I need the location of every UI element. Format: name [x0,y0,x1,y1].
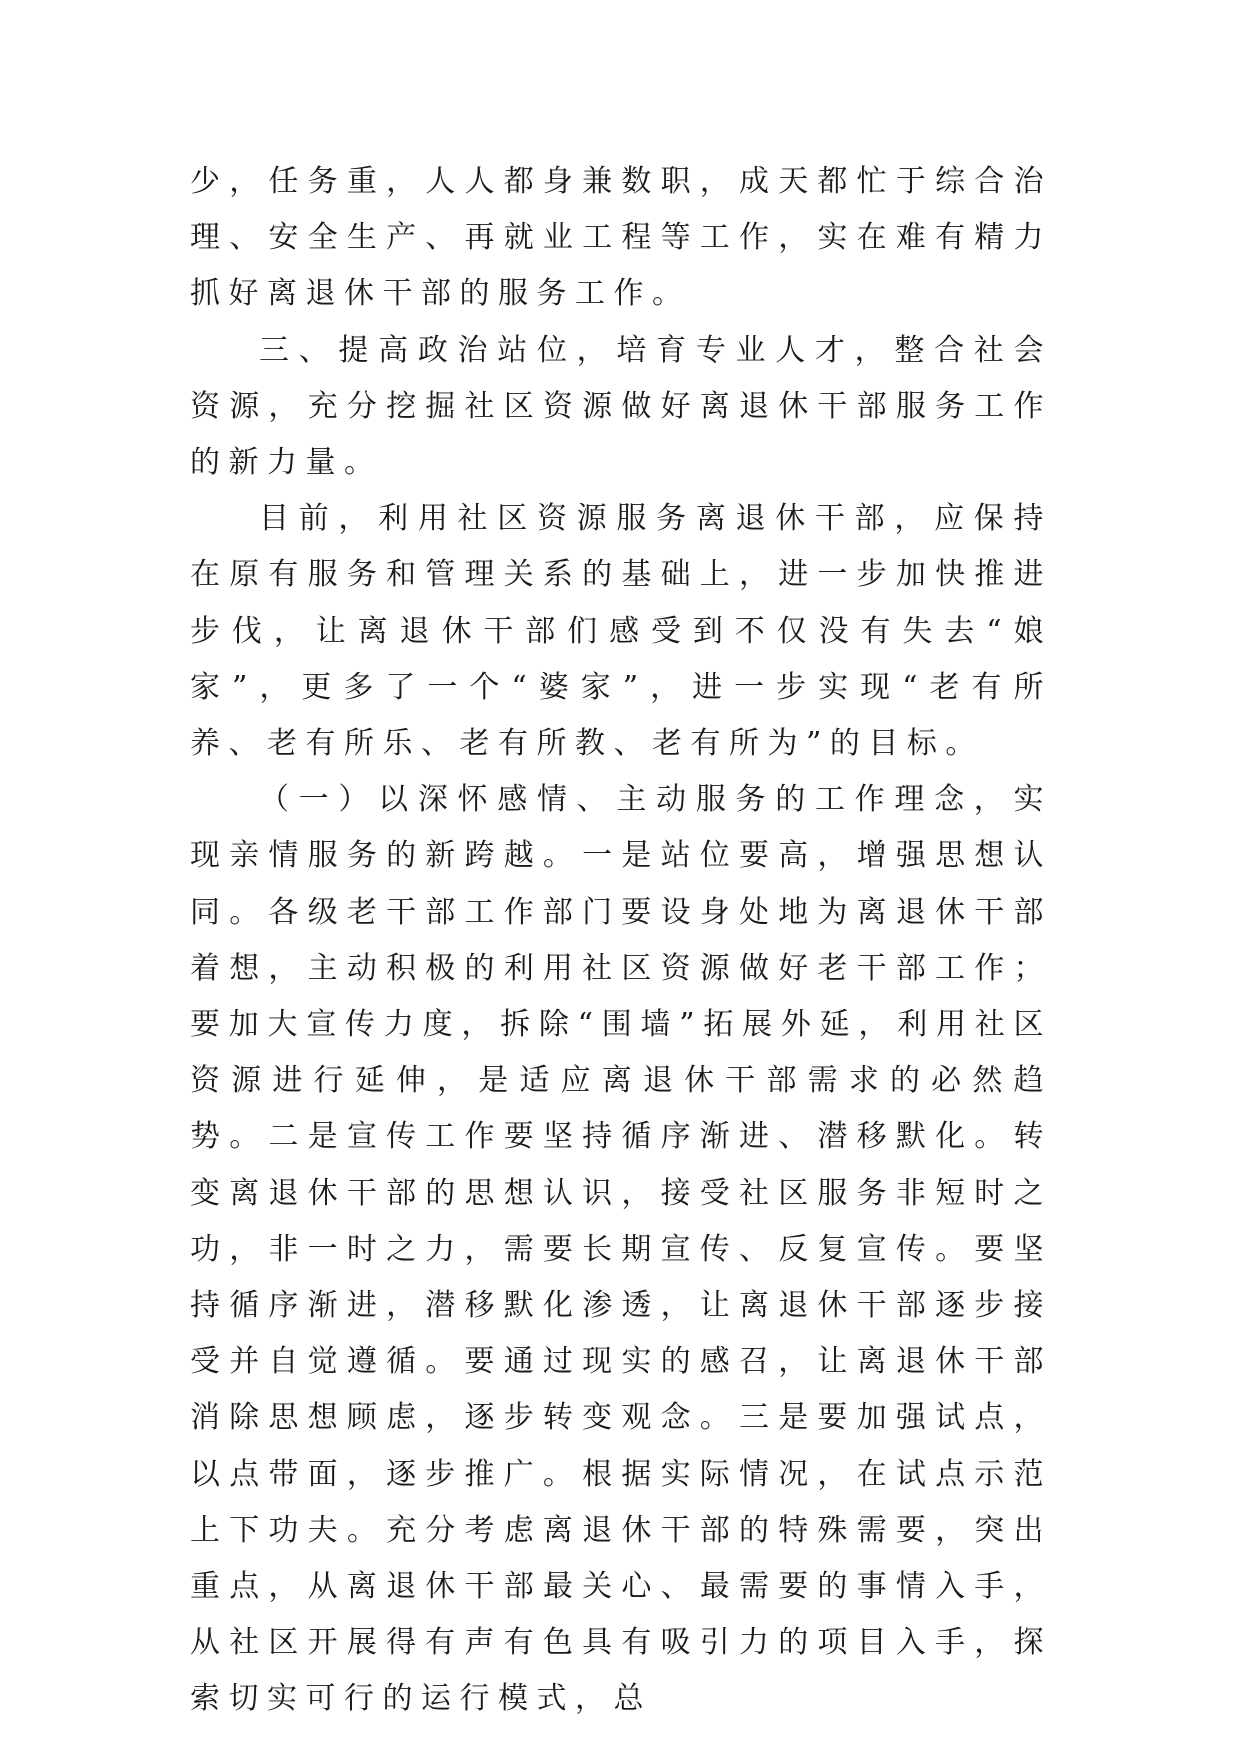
paragraph-subsection-one: （一）以深怀感情、主动服务的工作理念，实现亲情服务的新跨越。一是站位要高，增强思想认同。各级老干部工作部门要设身处地为离退休干部着想，主动积极的利用社区资源做好老干部工作；要加大宣传力度，拆除“围墙”拓展外延，利用社区资源进行延伸，是适应离退休干部需求的必然趋势。二是宣传工作要坚持循序渐进、潜移默化。转变离退休干部的思想认识，接受社区服务非短时之功，非一时之力，需要长期宣传、反复宣传。要坚持循序渐进，潜移默化渗透，让离退休干部逐步接受并自觉遵循。要通过现实的感召，让离退休干部消除思想顾虑，逐步转变观念。三是要加强试点，以点带面，逐步推广。根据实际情况，在试点示范上下功夫。充分考虑离退休干部的特殊需要，突出重点，从离退休干部最关心、最需要的事情入手，从社区开展得有声有色具有吸引力的项目入手，探索切实可行的运行模式，总 [190,782,1052,1717]
document-body [190,154,1052,1728]
paragraph-current-goal: 目前，利用社区资源服务离退休干部，应保持在原有服务和管理关系的基础上，进一步加快推进步伐，让离退休干部们感受到不仅没有失去“娘家”，更多了一个“婆家”，进一步实现“老有所养、老有所乐、老有所教、老有所为”的目标。 [190,501,1052,762]
paragraph-continued: 少，任务重，人人都身兼数职，成天都忙于综合治理、安全生产、再就业工程等工作，实在难有精力抓好离退休干部的服务工作。 [190,164,1052,312]
paragraph-section-heading: 三、提高政治站位，培育专业人才，整合社会资源，充分挖掘社区资源做好离退休干部服务工作的新力量。 [190,332,1052,481]
